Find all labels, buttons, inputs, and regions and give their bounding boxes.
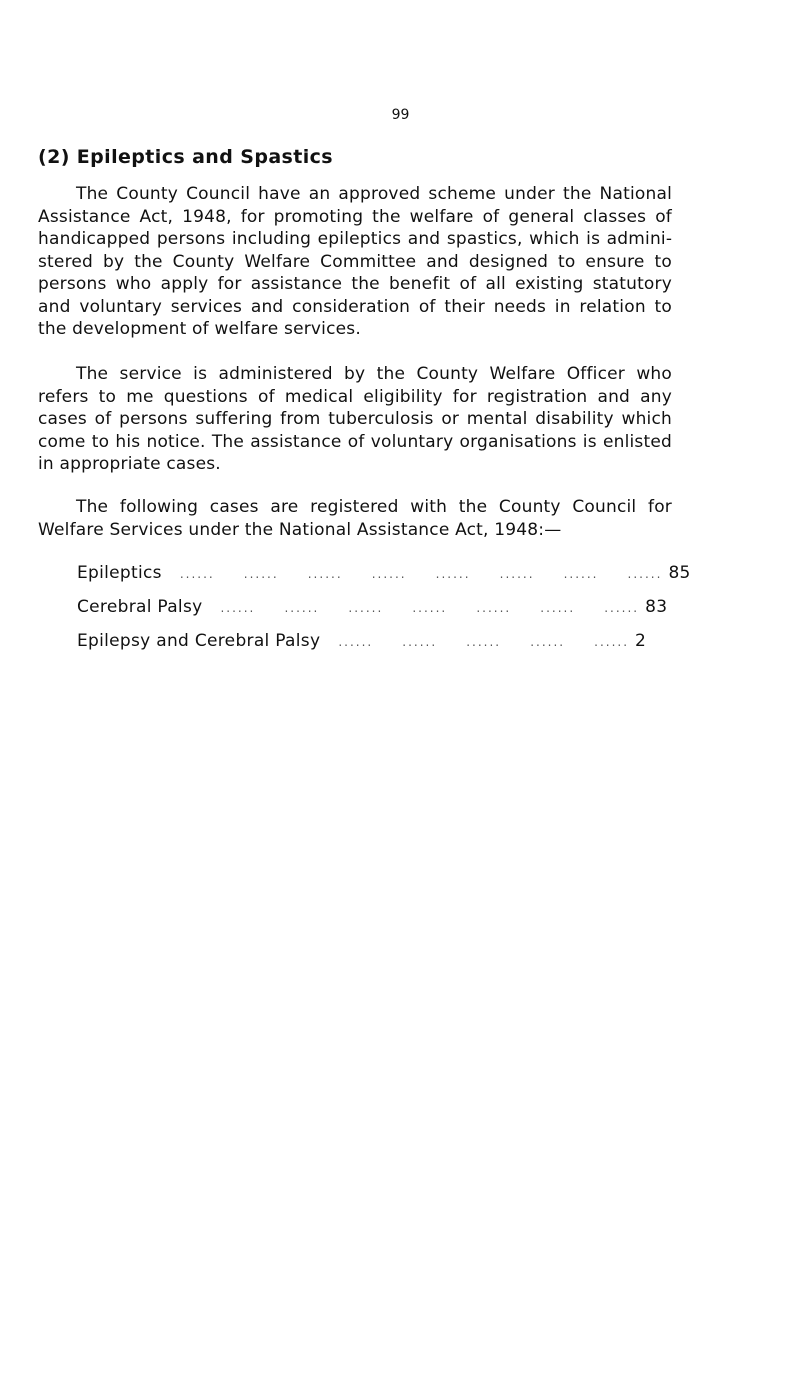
case-count: 83 <box>645 597 668 617</box>
dot-leader: ...... ...... ...... ...... ...... ...... ...... ...... <box>179 567 663 581</box>
section-heading: (2) Epileptics and Spastics <box>38 146 334 168</box>
table-row <box>77 597 668 631</box>
page-number: 99 <box>391 107 410 123</box>
case-count: 2 <box>635 631 647 651</box>
dot-leader: ...... ...... ...... ...... ...... ...... ...... <box>220 601 640 615</box>
case-count: 85 <box>668 563 691 583</box>
case-label: Epilepsy and Cerebral Palsy <box>77 631 321 651</box>
table-row <box>77 631 647 665</box>
paragraph-administration: The service is administered by the County Welfare Officer who refers to me questions of medical eligibility for registration and any cases of persons suffering from tuberculosis or mental disability which come to his notice. The assistance of voluntary organisations is enlisted in appropriate cases. <box>38 364 672 474</box>
case-label: Cerebral Palsy <box>77 597 203 617</box>
dot-leader: ...... ...... ...... ...... ...... <box>338 635 630 649</box>
paragraph-registered-cases: The following cases are registered with the County Council for Welfare Services under the National Assistance Act, 1948:— <box>38 497 672 540</box>
table-row <box>77 563 691 597</box>
cases-table <box>77 563 691 665</box>
paragraph-scheme: The County Council have an approved scheme under the National Assistance Act, 1948, for promoting the welfare of general classes of handicapped persons including epileptics and spastics, which is administered by the County Welfare Committee and designed to ensure to persons who apply for assistance the benefit of all existing statutory and voluntary services and consideration of their needs in relation to the development of welfare services. <box>38 184 672 339</box>
case-label: Epileptics <box>77 563 162 583</box>
